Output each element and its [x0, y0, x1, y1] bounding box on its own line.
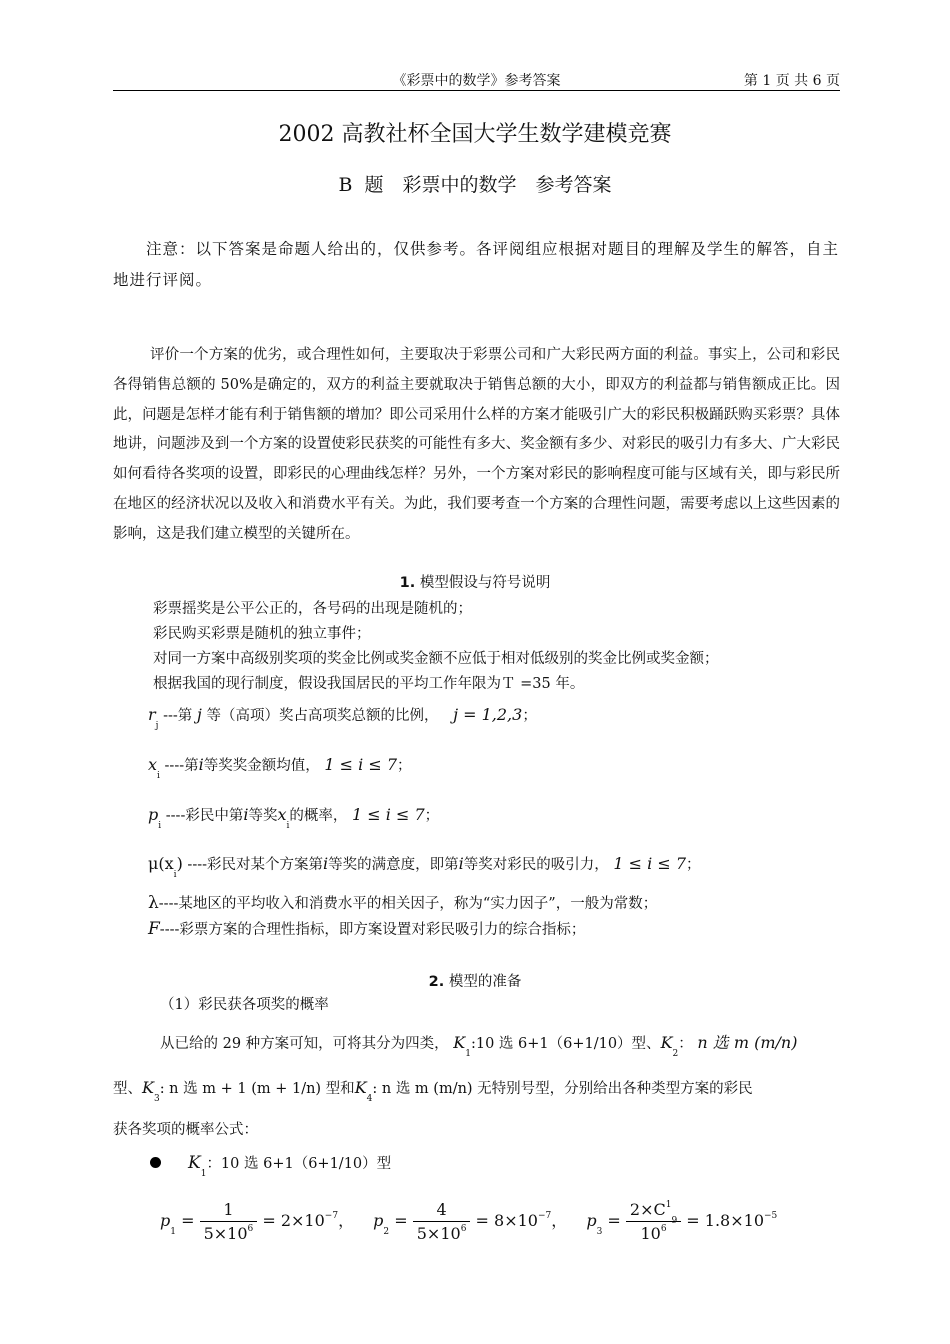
symbol-F-desc: ----彩票方案的合理性指标，即方案设置对彩民吸引力的综合指标；	[159, 922, 586, 938]
intro-paragraph: 评价一个方案的优劣，或合理性如何，主要取决于彩票公司和广大彩民两方面的利益。事实上，公司和彩民各得销售总额的 50%是确定的，双方的利益主要就取决于销售总额的大小，即双方的利益都与销售额成正比。因此，问题是怎样才能有利于销售额的增加？即公司采用什么样的方案才能吸引广大的彩民积极踊跃购买彩票？具体地讲，问题涉及到一个方案的设置使彩民获奖的可能性有多大、奖金额有多少、对彩民的吸引力有多大、广大彩民如何看待各奖项的设置，即彩民的心理曲线怎样？另外，一个方案对彩民的影响程度可能与区域有关，即与彩民所在地区的经济状况以及收入和消费水平有关。为此，我们要考查一个方案的合理性问题，需要考虑以上这些因素的影响，这是我们建立模型的关键所在。	[113, 347, 840, 542]
formula-p3-den-exp: 6	[660, 1224, 667, 1234]
types-line-1	[160, 1030, 798, 1059]
types-line-1-b: :10 选 6+1（6+1/10）型、	[470, 1036, 661, 1052]
symbol-p-var: p	[148, 805, 159, 824]
formula-p1: $p_1$ = $\frac{1}{5\times 10^6}$ = $2\times 10^{-7}$，	[160, 1200, 355, 1243]
symbol-mu-sub: i	[173, 870, 177, 880]
formula-p3-fraction	[626, 1200, 681, 1243]
symbol-r-prefix: ---第	[163, 708, 197, 724]
formula-p2-sub: 2	[383, 1227, 390, 1237]
formula-p1-lhs: p	[160, 1211, 171, 1230]
type-k3-sub: 3	[153, 1094, 160, 1104]
section-1-heading	[0, 571, 950, 592]
document-title: 2002 高教社杯全国大学生数学建模竞赛	[278, 122, 672, 147]
symbol-mu-mid2: 等奖对彩民的吸引力，	[463, 857, 609, 873]
formula-p1-rhs: = 2×10	[262, 1211, 325, 1230]
type-k2-sub: 2	[672, 1049, 679, 1059]
types-line-2-b: : n 选 m + 1 (m + 1/n) 型和	[159, 1081, 355, 1097]
bullet-k1-line	[188, 1152, 392, 1179]
formula-p2-numerator: 4	[413, 1200, 471, 1222]
symbol-r-sub: j	[155, 721, 159, 731]
section-2-heading	[0, 970, 950, 991]
symbol-mu-idx2: i	[458, 854, 464, 873]
note-paragraph: 注意：以下答案是命题人给出的，仅供参考。各评阅组应根据对题目的理解及学生的解答，自主地进行评阅。	[113, 240, 840, 289]
symbol-mu-var: μ(x	[148, 854, 174, 873]
types-line-1-c: ：	[678, 1036, 693, 1052]
symbol-r-range: j = 1,2,3	[453, 705, 523, 724]
symbol-x-end: ；	[397, 758, 412, 774]
symbol-x-desc: 等奖奖金额均值，	[203, 758, 320, 774]
assumption-1: 彩票摇奖是公平公正的，各号码的出现是随机的；	[153, 601, 472, 617]
symbol-p	[148, 804, 440, 831]
symbol-mu-range: 1 ≤ i ≤ 7	[613, 854, 687, 873]
header-doc-title: 《彩票中的数学》参考答案	[392, 73, 561, 89]
symbol-lambda-var: λ	[148, 893, 159, 913]
symbol-mu-end: ；	[686, 857, 701, 873]
assumption-3: 对同一方案中高级别奖项的奖金比例或奖金额不应低于相对低级别的奖金比例或奖金额；	[153, 651, 719, 667]
type-k4-var: K	[354, 1078, 367, 1097]
page-header	[113, 70, 840, 91]
formula-p3-rhs-exp: −5	[764, 1211, 778, 1221]
types-line-1-a: 从已给的 29 种方案可知，可将其分为四类，	[160, 1036, 449, 1052]
symbol-p-sub2: i	[286, 821, 290, 831]
formula-p1-fraction	[200, 1200, 258, 1243]
section-2-number: 2.	[428, 974, 445, 990]
formula-p1-rhs-exp: −7	[324, 1211, 339, 1221]
section-1-title: 模型假设与符号说明	[419, 575, 551, 591]
symbol-F	[148, 918, 585, 939]
symbol-p-range: 1 ≤ i ≤ 7	[352, 805, 425, 824]
type-k1-sub: 1	[465, 1049, 471, 1059]
symbol-lambda-desc: ----某地区的平均收入和消费水平的相关因子，称为“实力因子”，一般为常数；	[158, 896, 658, 912]
formula-p3-numerator	[626, 1200, 681, 1226]
symbol-r-var: r	[148, 705, 156, 724]
formula-p2-fraction	[413, 1200, 471, 1243]
formula-p1-den-base: 5×10	[203, 1224, 248, 1243]
symbol-r-desc: 等（高项）奖占高项奖总额的比例，	[206, 708, 439, 724]
symbol-mu-close: )	[176, 854, 183, 873]
formula-p3-num-base: 2×C	[629, 1200, 666, 1219]
formula-p2-lhs: p	[373, 1211, 384, 1230]
symbol-F-var: F	[148, 919, 160, 939]
formula-p2-rhs-exp: −7	[537, 1211, 552, 1221]
type-k2-var: K	[660, 1033, 673, 1052]
symbol-mu-mid: 等奖的满意度，即第	[328, 857, 459, 873]
formula-p2-sep: ，	[551, 1211, 568, 1230]
formula-p3-lhs: p	[586, 1211, 597, 1230]
assumption-4: 根据我国的现行制度，假设我国居民的平均工作年限为Ｔ =35 年。	[153, 676, 585, 692]
bullet-k1-sub: 1	[200, 1169, 207, 1179]
formula-p2-rhs: = 8×10	[475, 1211, 538, 1230]
formula-p3-num-sub: 9	[671, 1216, 678, 1226]
bullet-k1-var: K	[188, 1153, 201, 1173]
bullet-k1-text: ：10 选 6+1（6+1/10）型	[206, 1156, 392, 1172]
formula-p1-sep: ，	[338, 1211, 355, 1230]
formula-p3: $p_3$ = $\frac{2\times C^1_9}{10^6}$ = $1.8\times 10^{-5}$	[586, 1200, 778, 1243]
symbol-p-mid2: 的概率，	[289, 808, 348, 824]
types-line-2	[113, 1077, 753, 1104]
formula-p2-den-exp: 6	[460, 1224, 467, 1234]
type-k1-var: K	[453, 1033, 466, 1052]
symbol-p-end: ；	[424, 808, 440, 824]
formula-p3-sub: 3	[596, 1227, 603, 1237]
probability-formulas	[160, 1200, 791, 1243]
symbol-p-mid: 等奖	[248, 808, 278, 824]
symbol-x-range: 1 ≤ i ≤ 7	[324, 755, 398, 774]
formula-p1-sub: 1	[170, 1227, 176, 1237]
section-2-title: 模型的准备	[448, 974, 522, 990]
section-1-number: 1.	[399, 575, 416, 591]
symbol-p-var2: x	[277, 805, 287, 824]
types-line-1-d: n 选 m (m/n)	[697, 1033, 798, 1052]
formula-p2-denominator	[413, 1222, 471, 1243]
symbol-mu	[148, 853, 701, 880]
formula-p1-den-exp: 6	[247, 1224, 254, 1234]
type-k4-sub: 4	[366, 1094, 373, 1104]
symbol-p-sub: i	[158, 821, 162, 831]
symbol-mu-prefix: ----彩民对某个方案第	[187, 857, 324, 873]
symbol-mu-idx: i	[323, 854, 329, 873]
types-line-2-a: 型、	[113, 1081, 142, 1097]
symbol-x	[148, 754, 412, 781]
formula-p2-den-base: 5×10	[416, 1224, 461, 1243]
symbol-r-idx: j	[196, 705, 202, 724]
formula-p3-rhs: = 1.8×10	[686, 1211, 764, 1230]
header-page-label: 第 1 页 共 6 页	[743, 73, 840, 89]
symbol-x-var: x	[148, 755, 158, 774]
formula-p1-numerator: 1	[200, 1200, 258, 1222]
formula-p3-den-base: 10	[640, 1224, 661, 1243]
formula-p2: $p_2$ = $\frac{4}{5\times 10^6}$ = $8\times 10^{-7}$，	[373, 1200, 568, 1243]
document-subtitle: B 题 彩票中的数学 参考答案	[338, 174, 612, 196]
formula-p1-denominator	[200, 1222, 258, 1243]
symbol-r-end: ；	[522, 708, 537, 724]
symbol-lambda	[148, 892, 657, 913]
formula-p3-num-sup: 1	[665, 1200, 672, 1210]
symbol-r	[148, 704, 537, 731]
symbol-x-idx: i	[198, 755, 204, 774]
bullet-dot	[150, 1157, 161, 1168]
symbol-p-idx: i	[243, 805, 249, 824]
types-line-2-c: : n 选 m (m/n) 无特别号型，分别给出各种类型方案的彩民	[372, 1081, 753, 1097]
type-k3-var: K	[142, 1078, 154, 1097]
assumption-2: 彩民购买彩票是随机的独立事件；	[153, 626, 371, 642]
types-line-3: 获各奖项的概率公式：	[113, 1122, 258, 1138]
symbol-x-sub: i	[157, 771, 160, 781]
symbol-p-prefix: ----彩民中第	[165, 808, 244, 824]
symbol-x-prefix: ----第	[164, 758, 199, 774]
subsection-1-title: （1）彩民获各项奖的概率	[160, 997, 329, 1013]
